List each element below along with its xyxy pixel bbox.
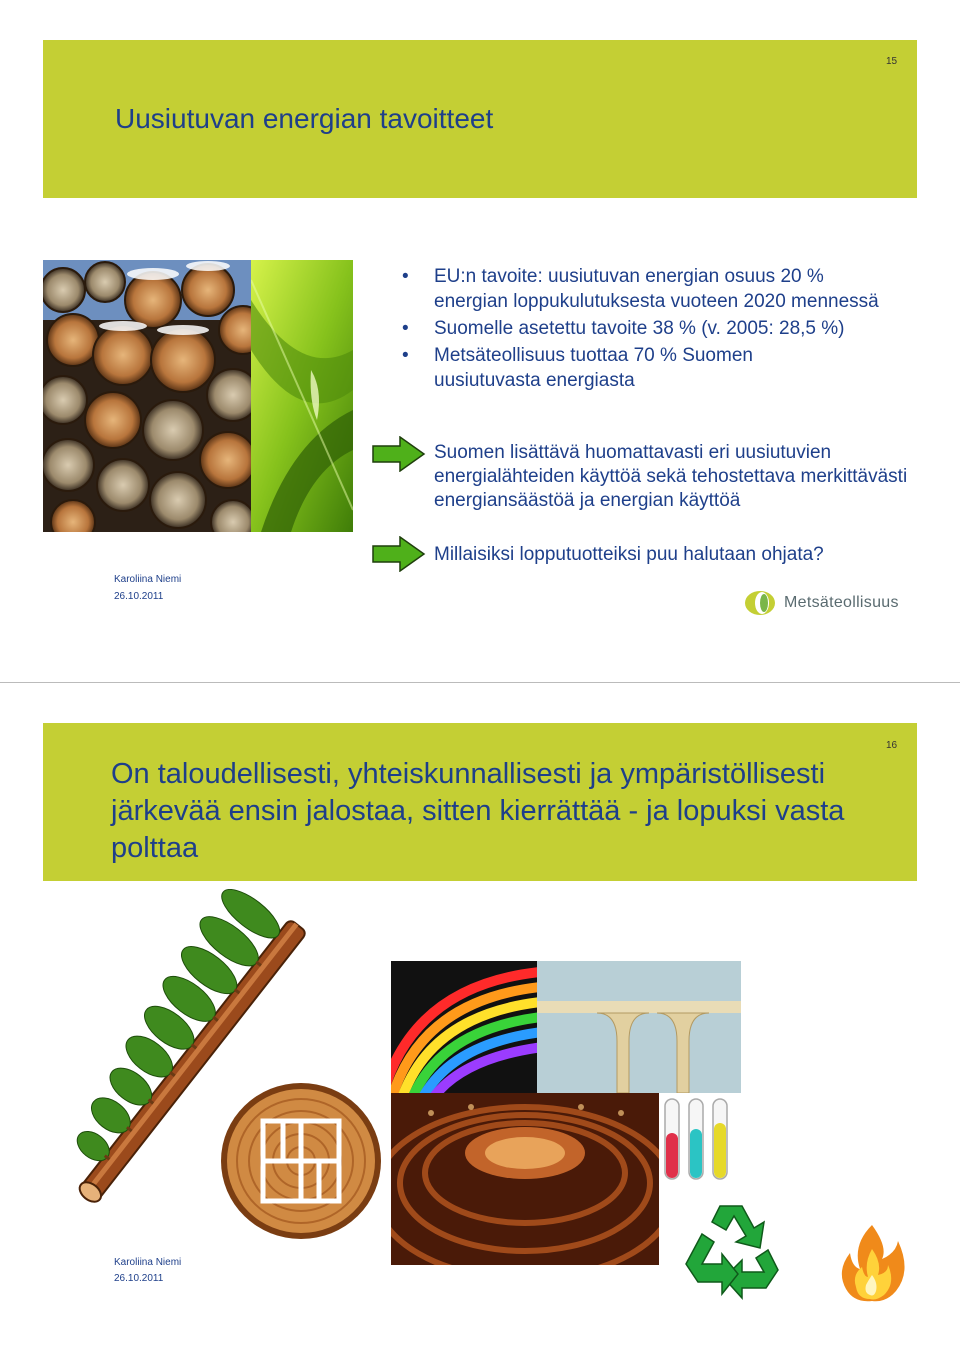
footer-date: 26.10.2011: [114, 1273, 164, 1284]
footer-date: 26.10.2011: [114, 591, 164, 602]
concert-hall-photo: [391, 1093, 659, 1265]
bullet-text: EU:n tavoite: uusiutuvan energian osuus 20 % energian loppukulutuksesta vuoteen 2020 mennessä: [434, 266, 879, 312]
slide-number: 15: [886, 56, 898, 67]
recycle-icon: [680, 1198, 788, 1302]
log-cross-section-icon: [219, 1081, 383, 1241]
arrow-point-text: Suomen lisättävä huomattavasti eri uusiutuvien energialähteiden käyttöä sekä tehostettava merkittävästi energiansäästöä ja energian käyttöä: [434, 442, 908, 511]
bullet-item: [402, 343, 882, 393]
slide-15: [0, 0, 960, 682]
neon-lights-photo: [391, 961, 537, 1093]
test-tubes-photo: [659, 1093, 741, 1183]
bullet-icon: •: [402, 266, 409, 287]
wooden-furniture-photo: [537, 961, 741, 1093]
slide-number: 16: [886, 740, 898, 751]
arrow-right-icon: [372, 536, 426, 577]
bullet-icon: •: [402, 318, 409, 339]
footer-author: Karoliina Niemi: [114, 574, 182, 585]
logs-photo: [43, 260, 251, 532]
footer-author: Karoliina Niemi: [114, 1257, 182, 1268]
leaf-photo: [251, 260, 353, 532]
logo-text: Metsäteollisuus: [784, 594, 899, 611]
bullet-list: [402, 264, 882, 393]
bullet-icon: •: [402, 345, 409, 366]
logo-mark-icon: [744, 589, 780, 617]
arrow-right-icon: [372, 436, 426, 477]
bullet-item: [402, 264, 882, 314]
slide-title: Uusiutuvan energian tavoitteet: [115, 103, 494, 134]
bullet-text: Metsäteollisuus tuottaa 70 % Suomen uusiutuvasta energiasta: [434, 345, 753, 391]
bullet-text: Suomelle asetettu tavoite 38 % (v. 2005: 28,5 %): [434, 318, 845, 339]
flame-icon: [836, 1223, 908, 1303]
slide-16: [0, 683, 960, 1367]
arrow-point-text: Millaisiksi lopputuotteiksi puu halutaan ohjata?: [434, 544, 824, 565]
slide-title: On taloudellisesti, yhteiskunnallisesti ja ympäristöllisesti järkevää ensin jalostaa, sitten kierrättää - ja lopuksi vasta polttaa: [111, 758, 845, 864]
bullet-item: [402, 316, 882, 341]
